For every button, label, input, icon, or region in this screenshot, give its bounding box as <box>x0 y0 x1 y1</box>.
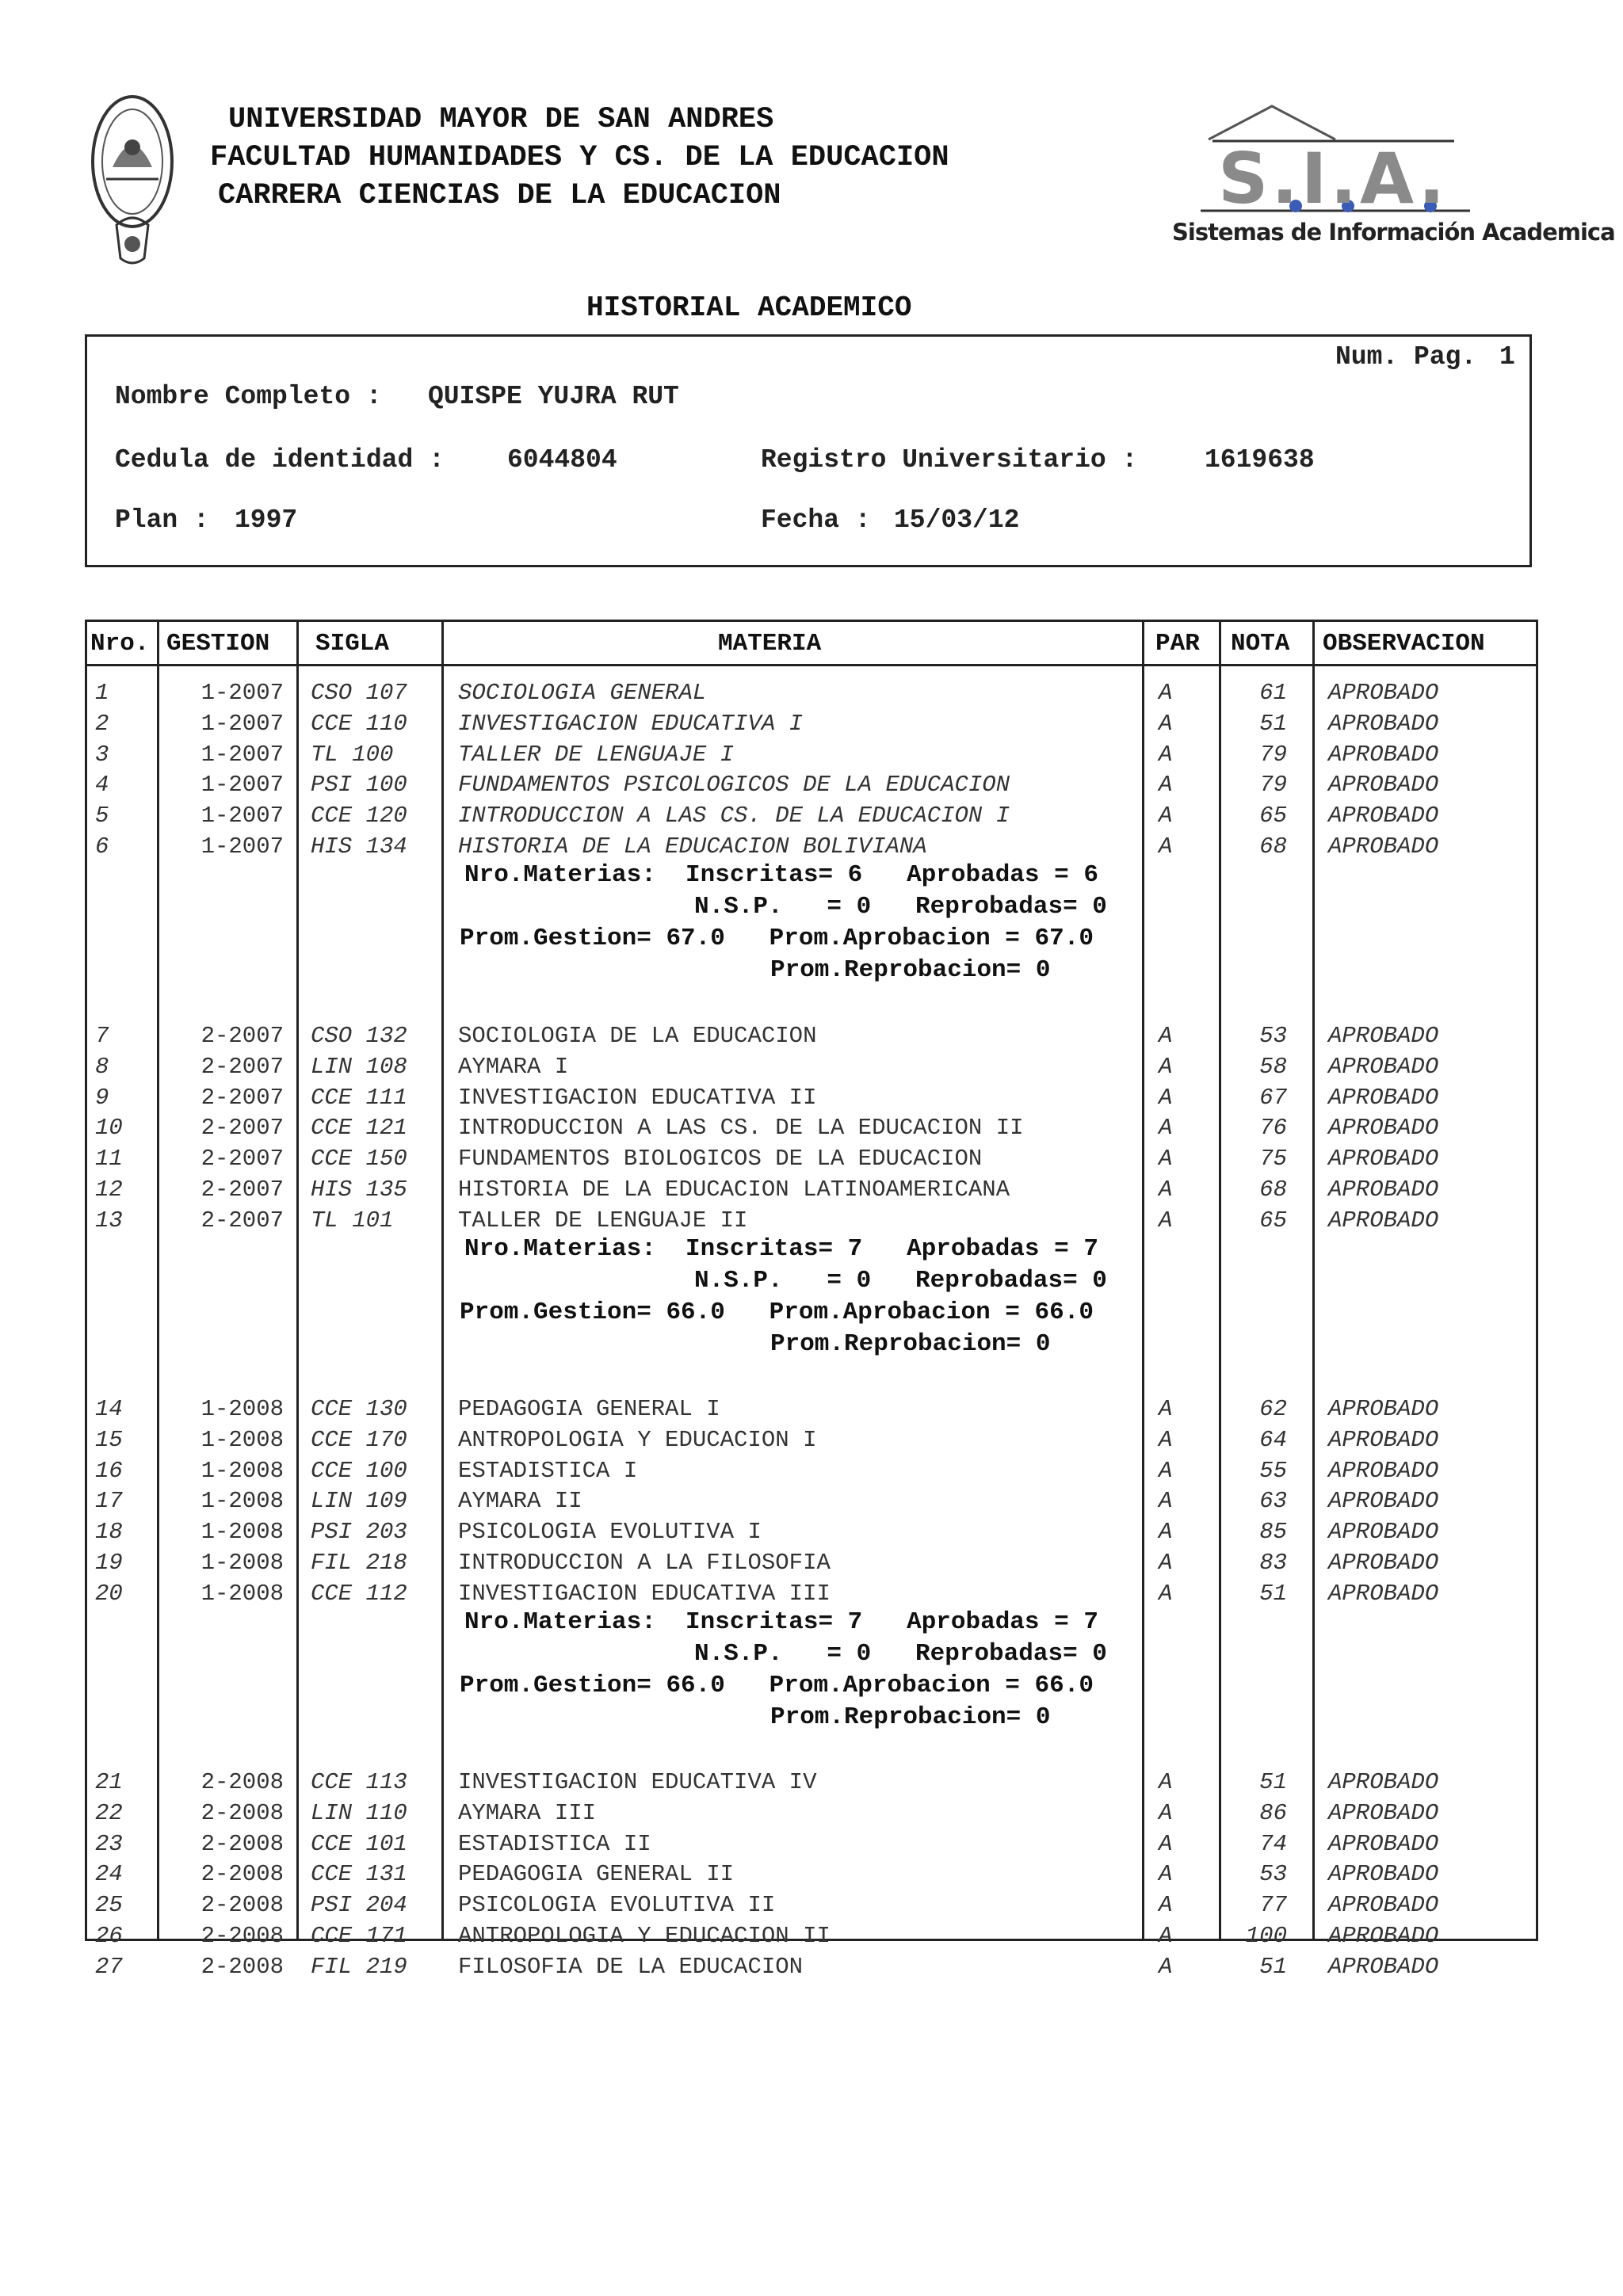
cell-nro: 15 <box>95 1426 123 1453</box>
cell-nro: 21 <box>95 1769 123 1795</box>
cell-materia: PSICOLOGIA EVOLUTIVA II <box>458 1892 776 1919</box>
name-label: Nombre Completo : <box>115 382 382 411</box>
plan-label: Plan : <box>115 505 209 535</box>
cell-obs: APROBADO <box>1328 1426 1439 1453</box>
cell-materia: AYMARA III <box>458 1799 597 1826</box>
cell-nota: 61 <box>1259 680 1287 706</box>
cell-gestion: 2-2008 <box>200 1861 284 1888</box>
cell-par: A <box>1159 1488 1173 1515</box>
summary-line4: Prom.Reprobacion= 0 <box>770 1329 1051 1358</box>
cell-obs: APROBADO <box>1328 741 1439 768</box>
cell-nro: 16 <box>95 1457 123 1484</box>
cell-sigla: CCE 120 <box>311 803 407 830</box>
cell-nota: 74 <box>1259 1830 1287 1857</box>
col-header-observacion: OBSERVACION <box>1323 630 1485 658</box>
cell-nota: 86 <box>1259 1799 1287 1826</box>
cell-obs: APROBADO <box>1328 772 1439 799</box>
cell-materia: FUNDAMENTOS PSICOLOGICOS DE LA EDUCACION <box>458 772 1010 799</box>
cell-materia: INVESTIGACION EDUCATIVA III <box>458 1580 831 1607</box>
summary-line1: Nro.Materias: Inscritas= 7 Aprobadas = 7 <box>464 1608 1098 1636</box>
ci-label: Cedula de identidad : <box>115 445 445 475</box>
cell-materia: PSICOLOGIA EVOLUTIVA I <box>458 1519 762 1546</box>
cell-sigla: CCE 171 <box>311 1923 407 1949</box>
cell-obs: APROBADO <box>1328 803 1439 830</box>
cell-nota: 63 <box>1259 1488 1287 1515</box>
summary-line2: N.S.P. = 0 Reprobadas= 0 <box>694 892 1107 921</box>
cell-nro: 4 <box>95 772 109 799</box>
cell-gestion: 2-2008 <box>200 1892 284 1919</box>
cell-par: A <box>1159 1177 1173 1203</box>
cell-sigla: HIS 134 <box>311 833 407 860</box>
cell-nro: 18 <box>95 1519 123 1546</box>
cell-nro: 20 <box>95 1580 123 1607</box>
cell-materia: INVESTIGACION EDUCATIVA I <box>458 710 804 737</box>
cell-par: A <box>1159 1799 1173 1826</box>
summary-line3: Prom.Gestion= 66.0 Prom.Aprobacion = 66.0 <box>460 1671 1094 1699</box>
cell-sigla: PSI 100 <box>311 772 407 799</box>
cell-materia: ESTADISTICA I <box>458 1457 638 1484</box>
cell-sigla: TL 101 <box>311 1207 394 1234</box>
faculty-name: FACULTAD HUMANIDADES Y CS. DE LA EDUCACION <box>210 141 949 174</box>
cell-par: A <box>1159 1115 1173 1142</box>
cell-sigla: CCE 130 <box>311 1396 407 1422</box>
cell-sigla: CCE 111 <box>311 1084 407 1111</box>
cell-par: A <box>1159 1023 1173 1049</box>
cell-sigla: CCE 121 <box>311 1115 407 1142</box>
cell-par: A <box>1159 833 1173 860</box>
header-divider <box>85 664 1538 666</box>
cell-gestion: 2-2007 <box>200 1115 284 1142</box>
cell-obs: APROBADO <box>1328 1177 1439 1203</box>
cell-materia: FILOSOFIA DE LA EDUCACION <box>458 1953 804 1980</box>
cell-sigla: FIL 218 <box>311 1550 407 1576</box>
cell-obs: APROBADO <box>1328 1084 1439 1111</box>
cell-par: A <box>1159 1207 1173 1234</box>
cell-obs: APROBADO <box>1328 1550 1439 1576</box>
cell-nro: 5 <box>95 803 109 830</box>
cell-nota: 79 <box>1259 741 1287 768</box>
cell-obs: APROBADO <box>1328 710 1439 737</box>
cell-nota: 67 <box>1259 1084 1287 1111</box>
cell-materia: HISTORIA DE LA EDUCACION LATINOAMERICANA <box>458 1177 1010 1203</box>
fecha-value: 15/03/12 <box>894 505 1020 535</box>
cell-materia: INTRODUCCION A LA FILOSOFIA <box>458 1550 831 1576</box>
cell-par: A <box>1159 1892 1173 1919</box>
cell-nro: 11 <box>95 1146 123 1173</box>
cell-nro: 19 <box>95 1550 123 1576</box>
cell-gestion: 1-2007 <box>200 741 284 768</box>
cell-par: A <box>1159 1426 1173 1453</box>
cell-par: A <box>1159 1053 1173 1080</box>
cell-materia: PEDAGOGIA GENERAL II <box>458 1861 735 1888</box>
summary-line3: Prom.Gestion= 67.0 Prom.Aprobacion = 67.0 <box>460 924 1094 952</box>
cell-gestion: 2-2008 <box>200 1769 284 1795</box>
cell-nro: 22 <box>95 1799 123 1826</box>
cell-par: A <box>1159 680 1173 706</box>
cell-materia: HISTORIA DE LA EDUCACION BOLIVIANA <box>458 833 927 860</box>
cell-gestion: 2-2007 <box>200 1084 284 1111</box>
sia-subtitle: Sistemas de Información Academica <box>1172 219 1615 246</box>
cell-par: A <box>1159 1519 1173 1546</box>
cell-par: A <box>1159 741 1173 768</box>
cell-nota: 83 <box>1259 1550 1287 1576</box>
summary-line1: Nro.Materias: Inscritas= 7 Aprobadas = 7 <box>464 1234 1098 1263</box>
cell-sigla: LIN 109 <box>311 1488 407 1515</box>
cell-materia: SOCIOLOGIA DE LA EDUCACION <box>458 1023 817 1049</box>
fecha-label: Fecha : <box>761 505 871 535</box>
cell-nota: 68 <box>1259 833 1287 860</box>
cell-obs: APROBADO <box>1328 1923 1439 1949</box>
cell-gestion: 2-2008 <box>200 1799 284 1826</box>
cell-sigla: PSI 203 <box>311 1519 407 1546</box>
cell-par: A <box>1159 1769 1173 1795</box>
cell-gestion: 2-2007 <box>200 1207 284 1234</box>
university-name: UNIVERSIDAD MAYOR DE SAN ANDRES <box>228 103 774 136</box>
cell-par: A <box>1159 1396 1173 1422</box>
plan-value: 1997 <box>235 505 298 535</box>
cell-nota: 76 <box>1259 1115 1287 1142</box>
summary-line1: Nro.Materias: Inscritas= 6 Aprobadas = 6 <box>464 860 1098 889</box>
cell-gestion: 2-2007 <box>200 1177 284 1203</box>
cell-gestion: 2-2007 <box>200 1146 284 1173</box>
cell-nro: 1 <box>95 680 109 706</box>
cell-sigla: TL 100 <box>311 741 394 768</box>
cell-sigla: CSO 132 <box>311 1023 407 1049</box>
cell-sigla: CCE 101 <box>311 1830 407 1857</box>
col-divider <box>1312 620 1315 1941</box>
cell-nro: 8 <box>95 1053 109 1080</box>
cell-sigla: CCE 131 <box>311 1861 407 1888</box>
cell-sigla: CCE 110 <box>311 710 407 737</box>
cell-nota: 79 <box>1259 772 1287 799</box>
cell-par: A <box>1159 772 1173 799</box>
col-divider <box>296 620 299 1941</box>
cell-obs: APROBADO <box>1328 1769 1439 1795</box>
name-value: QUISPE YUJRA RUT <box>428 382 679 411</box>
ru-value: 1619638 <box>1205 445 1315 475</box>
cell-par: A <box>1159 1830 1173 1857</box>
cell-nota: 85 <box>1259 1519 1287 1546</box>
cell-obs: APROBADO <box>1328 1115 1439 1142</box>
cell-sigla: LIN 110 <box>311 1799 407 1826</box>
cell-nota: 53 <box>1259 1023 1287 1049</box>
cell-materia: PEDAGOGIA GENERAL I <box>458 1396 720 1422</box>
cell-sigla: LIN 108 <box>311 1053 407 1080</box>
cell-obs: APROBADO <box>1328 1207 1439 1234</box>
col-header-nota: NOTA <box>1231 630 1290 658</box>
cell-sigla: CCE 150 <box>311 1146 407 1173</box>
cell-nro: 10 <box>95 1115 123 1142</box>
col-header-gestion: GESTION <box>166 630 270 658</box>
cell-gestion: 1-2008 <box>200 1519 284 1546</box>
cell-obs: APROBADO <box>1328 833 1439 860</box>
cell-nota: 53 <box>1259 1861 1287 1888</box>
cell-gestion: 1-2007 <box>200 803 284 830</box>
cell-materia: INVESTIGACION EDUCATIVA II <box>458 1084 817 1111</box>
cell-nota: 77 <box>1259 1892 1287 1919</box>
cell-gestion: 2-2008 <box>200 1830 284 1857</box>
cell-sigla: HIS 135 <box>311 1177 407 1203</box>
cell-nro: 25 <box>95 1892 123 1919</box>
cell-nota: 64 <box>1259 1426 1287 1453</box>
cell-par: A <box>1159 1084 1173 1111</box>
col-header-sigla: SIGLA <box>315 630 390 658</box>
cell-nota: 58 <box>1259 1053 1287 1080</box>
cell-gestion: 1-2007 <box>200 710 284 737</box>
cell-materia: INVESTIGACION EDUCATIVA IV <box>458 1769 817 1795</box>
cell-nro: 2 <box>95 710 109 737</box>
cell-materia: AYMARA II <box>458 1488 582 1515</box>
cell-nro: 14 <box>95 1396 123 1422</box>
cell-nota: 51 <box>1259 710 1287 737</box>
cell-nota: 62 <box>1259 1396 1287 1422</box>
cell-par: A <box>1159 803 1173 830</box>
cell-par: A <box>1159 1861 1173 1888</box>
summary-line2: N.S.P. = 0 Reprobadas= 0 <box>694 1266 1107 1295</box>
cell-nro: 3 <box>95 741 109 768</box>
cell-nota: 51 <box>1259 1953 1287 1980</box>
cell-obs: APROBADO <box>1328 1146 1439 1173</box>
cell-materia: TALLER DE LENGUAJE II <box>458 1207 748 1234</box>
summary-line3: Prom.Gestion= 66.0 Prom.Aprobacion = 66.0 <box>460 1298 1094 1326</box>
cell-materia: ANTROPOLOGIA Y EDUCACION I <box>458 1426 817 1453</box>
cell-gestion: 1-2008 <box>200 1550 284 1576</box>
cell-obs: APROBADO <box>1328 1519 1439 1546</box>
document-title: HISTORIAL ACADEMICO <box>586 292 912 324</box>
cell-par: A <box>1159 1580 1173 1607</box>
cell-materia: INTRODUCCION A LAS CS. DE LA EDUCACION II <box>458 1115 1024 1142</box>
cell-nota: 51 <box>1259 1580 1287 1607</box>
cell-materia: INTRODUCCION A LAS CS. DE LA EDUCACION I <box>458 803 1010 830</box>
cell-obs: APROBADO <box>1328 1488 1439 1515</box>
cell-nota: 51 <box>1259 1769 1287 1795</box>
cell-gestion: 2-2007 <box>200 1023 284 1049</box>
cell-gestion: 2-2008 <box>200 1923 284 1949</box>
col-header-par: PAR <box>1155 630 1200 658</box>
cell-gestion: 1-2008 <box>200 1580 284 1607</box>
sia-logo <box>1169 100 1615 250</box>
cell-par: A <box>1159 710 1173 737</box>
summary-line2: N.S.P. = 0 Reprobadas= 0 <box>694 1639 1107 1668</box>
ci-value: 6044804 <box>507 445 617 475</box>
cell-par: A <box>1159 1457 1173 1484</box>
col-header-materia: MATERIA <box>718 630 822 658</box>
cell-nro: 6 <box>95 833 109 860</box>
cell-gestion: 2-2008 <box>200 1953 284 1980</box>
ru-label: Registro Universitario : <box>761 445 1138 475</box>
cell-nota: 100 <box>1245 1923 1287 1949</box>
cell-materia: TALLER DE LENGUAJE I <box>458 741 735 768</box>
col-header-nro: Nro. <box>90 630 150 658</box>
cell-obs: APROBADO <box>1328 1892 1439 1919</box>
cell-nro: 17 <box>95 1488 123 1515</box>
sia-logo-letters: S.I.A. <box>1218 138 1449 219</box>
career-name: CARRERA CIENCIAS DE LA EDUCACION <box>218 179 781 212</box>
cell-materia: ESTADISTICA II <box>458 1830 651 1857</box>
cell-nota: 65 <box>1259 1207 1287 1234</box>
summary-line4: Prom.Reprobacion= 0 <box>770 955 1051 984</box>
cell-nro: 13 <box>95 1207 123 1234</box>
cell-sigla: CCE 112 <box>311 1580 407 1607</box>
cell-par: A <box>1159 1953 1173 1980</box>
cell-nro: 7 <box>95 1023 109 1049</box>
cell-gestion: 1-2008 <box>200 1396 284 1422</box>
cell-nro: 27 <box>95 1953 123 1980</box>
cell-nota: 75 <box>1259 1146 1287 1173</box>
page-label: Num. Pag. <box>1335 342 1477 372</box>
cell-obs: APROBADO <box>1328 1830 1439 1857</box>
cell-obs: APROBADO <box>1328 1799 1439 1826</box>
cell-materia: AYMARA I <box>458 1053 569 1080</box>
cell-obs: APROBADO <box>1328 1457 1439 1484</box>
cell-nro: 26 <box>95 1923 123 1949</box>
cell-nro: 9 <box>95 1084 109 1111</box>
cell-sigla: CCE 113 <box>311 1769 407 1795</box>
cell-nota: 68 <box>1259 1177 1287 1203</box>
summary-line4: Prom.Reprobacion= 0 <box>770 1703 1051 1731</box>
cell-nota: 65 <box>1259 803 1287 830</box>
page-number: 1 <box>1499 342 1515 372</box>
col-divider <box>441 620 444 1941</box>
cell-obs: APROBADO <box>1328 1053 1439 1080</box>
cell-sigla: CCE 170 <box>311 1426 407 1453</box>
cell-par: A <box>1159 1550 1173 1576</box>
cell-gestion: 1-2008 <box>200 1457 284 1484</box>
cell-par: A <box>1159 1146 1173 1173</box>
cell-sigla: FIL 219 <box>311 1953 407 1980</box>
cell-sigla: CCE 100 <box>311 1457 407 1484</box>
cell-sigla: PSI 204 <box>311 1892 407 1919</box>
cell-gestion: 1-2007 <box>200 772 284 799</box>
cell-nota: 55 <box>1259 1457 1287 1484</box>
cell-materia: FUNDAMENTOS BIOLOGICOS DE LA EDUCACION <box>458 1146 983 1173</box>
cell-materia: ANTROPOLOGIA Y EDUCACION II <box>458 1923 831 1949</box>
cell-obs: APROBADO <box>1328 1953 1439 1980</box>
cell-gestion: 1-2008 <box>200 1426 284 1453</box>
cell-gestion: 1-2008 <box>200 1488 284 1515</box>
cell-obs: APROBADO <box>1328 680 1439 706</box>
cell-gestion: 1-2007 <box>200 833 284 860</box>
cell-par: A <box>1159 1923 1173 1949</box>
cell-obs: APROBADO <box>1328 1861 1439 1888</box>
cell-sigla: CSO 107 <box>311 680 407 706</box>
cell-gestion: 1-2007 <box>200 680 284 706</box>
cell-nro: 12 <box>95 1177 123 1203</box>
cell-materia: SOCIOLOGIA GENERAL <box>458 680 707 706</box>
cell-obs: APROBADO <box>1328 1396 1439 1422</box>
cell-gestion: 2-2007 <box>200 1053 284 1080</box>
cell-nro: 24 <box>95 1861 123 1888</box>
cell-nro: 23 <box>95 1830 123 1857</box>
cell-obs: APROBADO <box>1328 1580 1439 1607</box>
cell-obs: APROBADO <box>1328 1023 1439 1049</box>
university-seal-logo <box>89 92 176 269</box>
col-divider <box>1142 620 1144 1941</box>
